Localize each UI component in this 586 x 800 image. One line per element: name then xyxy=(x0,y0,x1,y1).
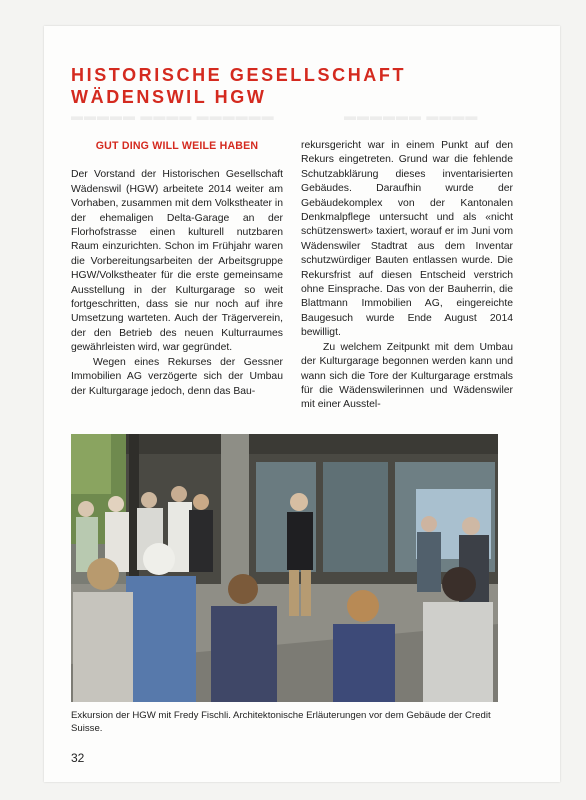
paragraph: Zu welchem Zeitpunkt mit dem Umbau der Kulturgarage begonnen werden kann und wann sich die Tore der Kulturgarage erstmals für die Wädenswilerinnen und Wädenswiler mit einer Ausstel- xyxy=(301,341,513,411)
page-number: 32 xyxy=(71,751,85,765)
show-through-text: ▬▬▬▬▬ ▬▬▬▬ ▬▬▬▬▬▬ xyxy=(71,109,275,123)
excursion-photo xyxy=(71,434,498,702)
page-heading: HISTORISCHE GESELLSCHAFT WÄDENSWIL HGW xyxy=(71,65,407,107)
text-column-right xyxy=(301,139,513,413)
text-column-left xyxy=(71,139,283,399)
paragraph: rekursgericht war in einem Punkt auf den Rekurs eingetreten. Grund war die fehlende Schutzabklärung dieses inventarisierten Gebäudes. Daraufhin wurde der Gebäudekomplex von der Kantonalen Denkmalpflege untersucht und als «nicht schützenswert» taxiert, worauf er im Juni vom Wädenswiler Stadtrat aus dem Inventar schutzwürdiger Bauten entlassen wurde. Die Rekursfrist auf diesen Entscheid verstrich ohne Einsprache. Das von der Bauherrin, die Blattmann Immobilien AG, eingereichte Baugesuch wurde Ende August 2014 bewilligt. xyxy=(301,140,513,339)
paragraph: Wegen eines Rekurses der Gessner Immobilien AG verzögerte sich der Umbau der Kulturgarage jedoch, denn das Bau- xyxy=(71,356,283,397)
document-page xyxy=(44,26,560,782)
photo-caption: Exkursion der HGW mit Fredy Fischli. Architektonische Erläuterungen vor dem Gebäude der Credit Suisse. xyxy=(71,710,491,734)
section-title: GUT DING WILL WEILE HABEN xyxy=(95,140,259,152)
show-through-text: ▬▬▬▬▬▬ ▬▬▬▬ xyxy=(344,109,479,123)
paragraph: Der Vorstand der Historischen Gesellschaft Wädenswil (HGW) arbeitete 2014 weiter am Vorhaben, zusammen mit dem Volkstheater in der ehemaligen Delta-Garage an der Florhofstrasse einen kulturell nutzbaren Raum einzurichten. Schon im Frühjahr waren die Vorbereitungsarbeiten der Arbeitsgruppe HGW/Volkstheater für die erste gemeinsame Ausstellung in der Kulturgarage so weit fortgeschritten, dass sie nur noch auf ihre Umsetzung warteten. Auch der Trägerverein, der den Betrieb des neuen Kulturraumes gewährleisten wird, war gegründet. xyxy=(71,169,283,354)
